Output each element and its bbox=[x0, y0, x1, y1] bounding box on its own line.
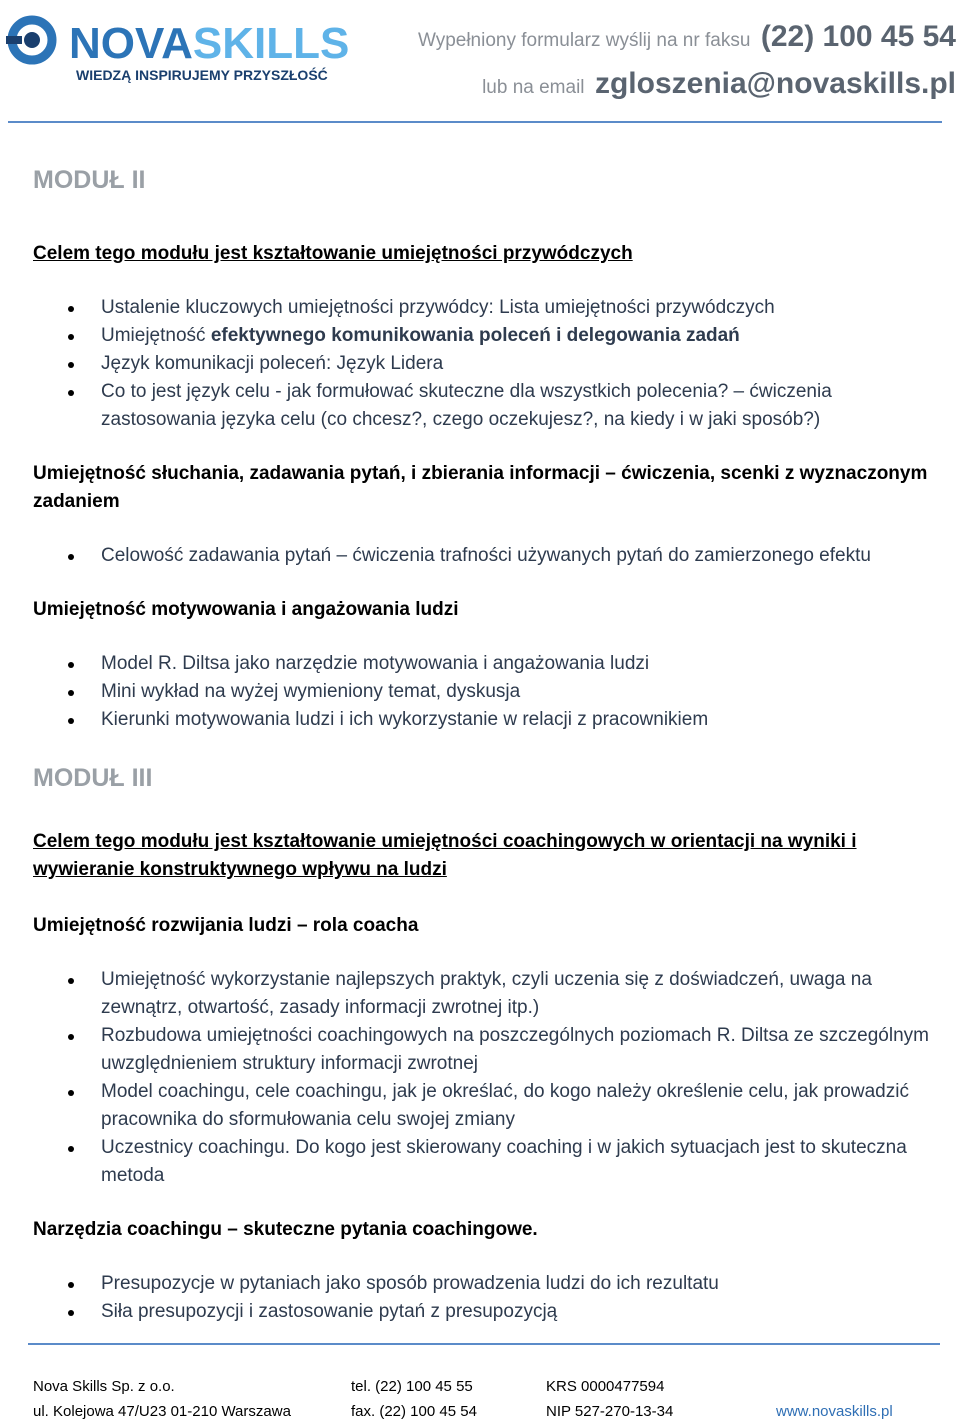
footer-krs: KRS 0000477594 bbox=[546, 1378, 665, 1395]
page-footer bbox=[33, 1374, 933, 1424]
email-address[interactable]: zgloszenia@novaskills.pl bbox=[594, 67, 956, 100]
list-item: Ustalenie kluczowych umiejętności przywódcy: Lista umiejętności przywódczych bbox=[33, 294, 948, 322]
list-item: Mini wykład na wyżej wymieniony temat, dyskusja bbox=[33, 678, 948, 706]
footer-company: Nova Skills Sp. z o.o. bbox=[33, 1378, 175, 1395]
email-label: lub na email bbox=[482, 77, 585, 98]
list-item: Presupozycje w pytaniach jako sposób prowadzenia ludzi do ich rezultatu bbox=[33, 1270, 948, 1298]
logo-brand-nova: NOVA bbox=[69, 19, 193, 68]
footer-divider bbox=[28, 1343, 940, 1345]
footer-nip: NIP 527-270-13-34 bbox=[546, 1403, 674, 1420]
list-item: Model R. Diltsa jako narzędzie motywowania i angażowania ludzi bbox=[33, 650, 948, 678]
list-item: Model coachingu, cele coachingu, jak je określać, do kogo należy określenie celu, jak prowadzić pracownika do sformułowania celu swojej zmiany bbox=[33, 1078, 948, 1134]
list-item bbox=[33, 322, 948, 350]
footer-website-link[interactable]: www.novaskills.pl bbox=[776, 1403, 893, 1420]
module-3-list-2 bbox=[33, 1270, 948, 1326]
module-2-list-2 bbox=[33, 542, 948, 570]
module-3-title: MODUŁ III bbox=[33, 764, 153, 792]
fax-number: (22) 100 45 54 bbox=[760, 20, 956, 53]
document-body bbox=[33, 160, 948, 1326]
list-item: Siła presupozycji i zastosowanie pytań z presupozycją bbox=[33, 1298, 948, 1326]
footer-fax: fax. (22) 100 45 54 bbox=[351, 1403, 477, 1420]
module-3-section-coach-role: Umiejętność rozwijania ludzi – rola coacha bbox=[33, 915, 419, 936]
header-contact bbox=[418, 16, 956, 110]
module-3-list-1 bbox=[33, 966, 948, 1190]
module-3-goal: Celem tego modułu jest kształtowanie umiejętności coachingowych w orientacji na wyniki i wywieranie konstruktywnego wpływu na ludzi bbox=[33, 831, 857, 880]
footer-tel: tel. (22) 100 45 55 bbox=[351, 1378, 473, 1395]
logo-tagline: WIEDZĄ INSPIRUJEMY PRZYSZŁOŚĆ bbox=[76, 67, 328, 83]
list-item-bold: efektywnego komunikowania poleceń i delegowania zadań bbox=[210, 325, 740, 346]
module-2-list-1 bbox=[33, 294, 948, 434]
module-2-section-motivation: Umiejętność motywowania i angażowania ludzi bbox=[33, 599, 459, 620]
footer-address: ul. Kolejowa 47/U23 01-210 Warszawa bbox=[33, 1403, 291, 1420]
module-2-list-3 bbox=[33, 650, 948, 734]
page-header bbox=[0, 0, 960, 125]
list-item: Co to jest język celu - jak formułować skuteczne dla wszystkich polecenia? – ćwiczenia zastosowania języka celu (co chcesz?, czego oczekujesz?, na kiedy i w jaki sposób?) bbox=[33, 378, 948, 434]
header-divider bbox=[8, 121, 942, 123]
novaskills-logo bbox=[6, 14, 351, 89]
list-item: Uczestnicy coachingu. Do kogo jest skierowany coaching i w jakich sytuacjach jest to skuteczna metoda bbox=[33, 1134, 948, 1190]
module-2-section-listening: Umiejętność słuchania, zadawania pytań, i zbierania informacji – ćwiczenia, scenki z wyznaczonym zadaniem bbox=[33, 463, 928, 512]
fax-label: Wypełniony formularz wyślij na nr faksu bbox=[417, 30, 751, 51]
list-item: Umiejętność wykorzystanie najlepszych praktyk, czyli uczenia się z doświadczeń, uwaga na zewnątrz, otwartość, zasady informacji zwrotnej itp.) bbox=[33, 966, 948, 1022]
module-3-section-coaching-tools: Narzędzia coachingu – skuteczne pytania coachingowe. bbox=[33, 1219, 538, 1240]
list-item: Kierunki motywowania ludzi i ich wykorzystanie w relacji z pracownikiem bbox=[33, 706, 948, 734]
svg-text:NOVASKILLS bbox=[69, 19, 349, 68]
list-item: Celowość zadawania pytań – ćwiczenia trafności używanych pytań do zamierzonego efektu bbox=[33, 542, 948, 570]
list-item-text: Umiejętność bbox=[101, 325, 211, 346]
module-2-title: MODUŁ II bbox=[33, 166, 146, 194]
logo-brand-skills: SKILLS bbox=[192, 19, 350, 68]
list-item: Rozbudowa umiejętności coachingowych na poszczególnych poziomach R. Diltsa ze szczególnym uwzględnieniem struktury informacji zwrotnej bbox=[33, 1022, 948, 1078]
list-item: Język komunikacji poleceń: Język Lidera bbox=[33, 350, 948, 378]
module-2-goal: Celem tego modułu jest kształtowanie umiejętności przywódczych bbox=[33, 243, 633, 264]
